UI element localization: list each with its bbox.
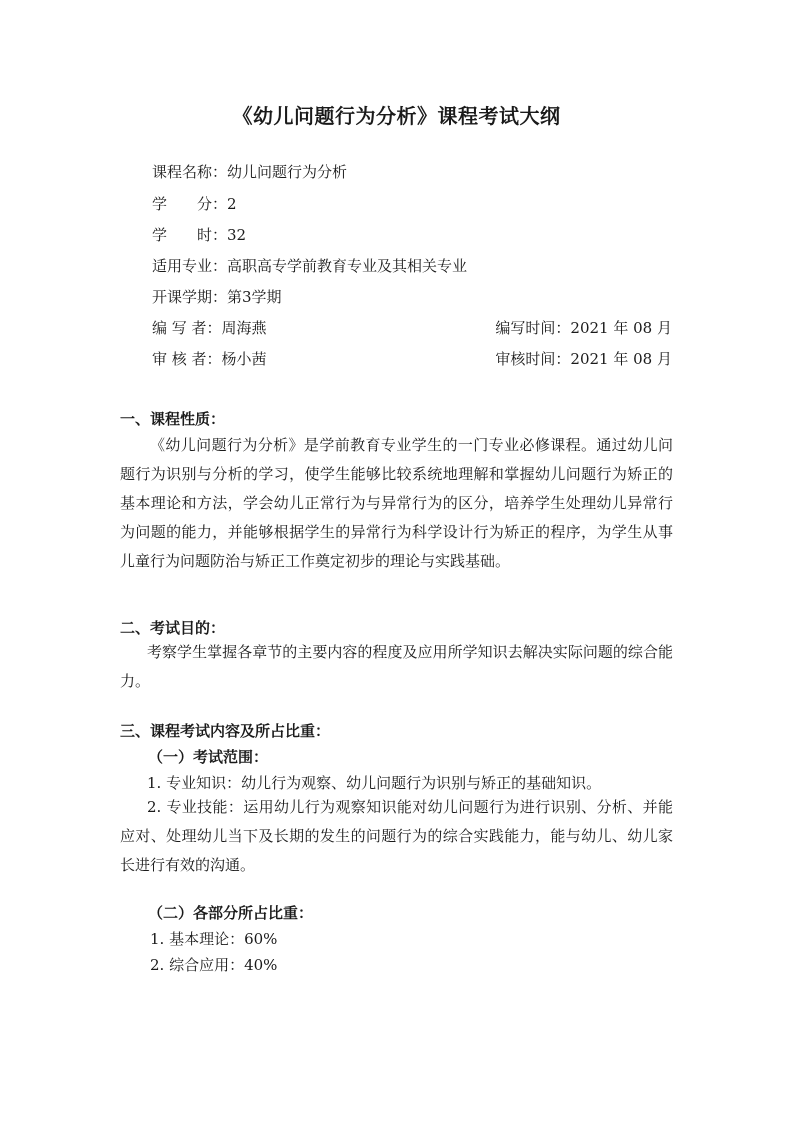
section3-item1: 1. 专业知识：幼儿行为观察、幼儿问题行为识别与矫正的基础知识。 (147, 774, 602, 792)
info-reviewer-row (152, 348, 672, 370)
info-author-row (152, 317, 672, 339)
section3-weight1: 1. 基本理论：60% (150, 930, 278, 948)
section3-weight2: 2. 综合应用：40% (150, 956, 278, 974)
info-hours: 学 时：32 (152, 226, 247, 244)
section1-heading: 一、课程性质： (120, 410, 226, 428)
info-review-time: 审核时间：2021 年 08 月 (495, 350, 672, 368)
info-author: 编 写 者：周海燕 (152, 319, 267, 337)
info-course-name: 课程名称：幼儿问题行为分析 (152, 163, 348, 181)
document-title: 《幼儿问题行为分析》课程考试大纲 (232, 104, 561, 128)
info-credits: 学 分：2 (152, 195, 237, 213)
section2-body: 考察学生掌握各章节的主要内容的程度及应用所学知识去解决实际问题的综合能力。 (120, 643, 673, 690)
section3-item2: 2. 专业技能：运用幼儿行为观察知识能对幼儿问题行为进行识别、分析、并能应对、处理幼儿当下及长期的发生的问题行为的综合实践能力，能与幼儿、幼儿家长进行有效的沟通。 (120, 798, 673, 874)
section1-body: 《幼儿问题行为分析》是学前教育专业学生的一门专业必修课程。通过幼儿问题行为识别与分析的学习，使学生能够比较系统地理解和掌握幼儿问题行为矫正的基本理论和方法，学会幼儿正常行为与异常行为的区分，培养学生处理幼儿异常行为问题的能力，并能够根据学生的异常行为科学设计行为矫正的程序，为学生从事儿童行为问题防治与矫正工作奠定初步的理论与实践基础。 (120, 436, 673, 570)
info-reviewer: 审 核 者：杨小茜 (152, 350, 267, 368)
section3-sub1-heading: （一）考试范围： (148, 748, 269, 766)
info-semester: 开课学期：第3学期 (152, 288, 282, 306)
section3-sub2-heading: （二）各部分所占比重： (148, 904, 314, 922)
info-write-time: 编写时间：2021 年 08 月 (495, 319, 672, 337)
info-major: 适用专业：高职高专学前教育专业及其相关专业 (152, 257, 468, 275)
section3-heading: 三、课程考试内容及所占比重： (120, 722, 331, 740)
section2-heading: 二、考试目的： (120, 619, 226, 637)
